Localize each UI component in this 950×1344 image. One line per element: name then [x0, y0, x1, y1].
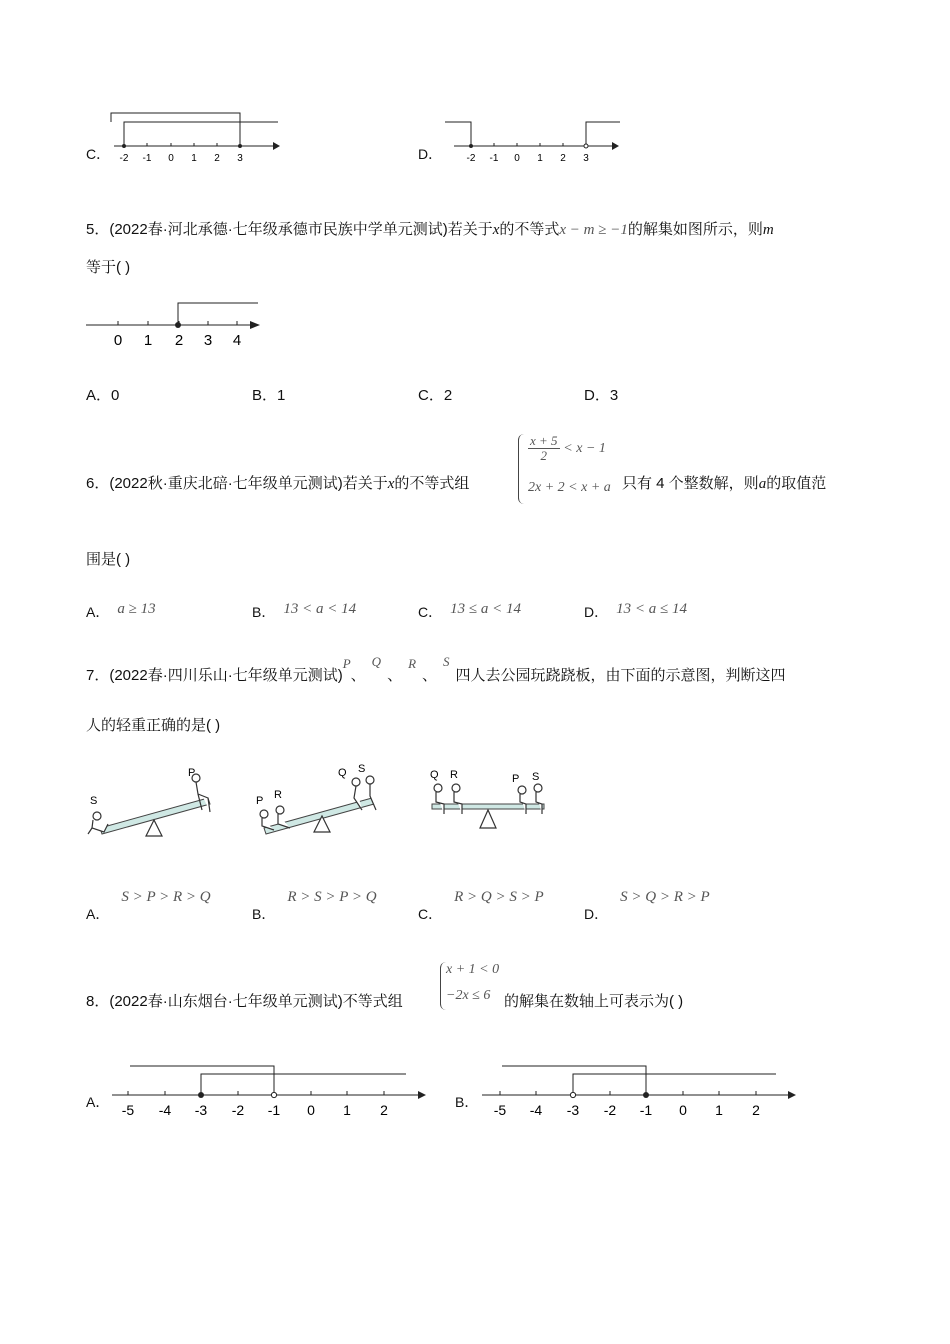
figure-label: S: [90, 795, 98, 807]
q7-question-line1: 7．(2022春·四川乐山·七年级单元测试)P、Q、R、S四人去公园玩跷跷板，由下面的示意图，判断这四: [86, 654, 786, 684]
q5-number-line: [84, 296, 269, 352]
tick-label: 4: [232, 332, 242, 349]
q8-system-first: x + 1 < 0: [446, 962, 500, 977]
q5-inequality: x − m ≥ −1: [559, 222, 628, 238]
q5-mid: 的不等式: [499, 221, 560, 238]
q5-option-b[interactable]: B．1: [252, 387, 286, 404]
tick-label: 0: [168, 153, 174, 164]
q6-system-brace: [518, 434, 527, 504]
q8-option-a-number-line: [108, 1060, 433, 1120]
tick-label: -2: [466, 153, 476, 164]
q5-option-d[interactable]: D．3: [584, 387, 619, 404]
tick-label: 1: [143, 332, 153, 349]
tick-label: 0: [679, 1102, 687, 1118]
tick-label: 3: [203, 332, 213, 349]
person-p: [518, 786, 526, 814]
q8-option-b-number-line: [478, 1060, 803, 1120]
q5-suffix: 的解集如图所示，则: [627, 221, 763, 238]
q5-var-m: m: [762, 222, 774, 238]
q5-question-line1: [86, 218, 774, 239]
tick-label: 3: [583, 153, 589, 164]
q4-option-c-number-line: [108, 108, 283, 168]
tick-label: 1: [715, 1102, 723, 1118]
tick-label: 2: [174, 332, 184, 349]
tick-label: -1: [639, 1102, 653, 1118]
tick-label: 0: [514, 153, 520, 164]
q5-prefix: 5．(2022春·河北承德·七年级承德市民族中学单元测试)若关于: [86, 221, 493, 238]
person-s: [88, 812, 108, 834]
q7-seesaw-figure-3: [424, 764, 554, 844]
tick-label: -1: [142, 153, 152, 164]
tick-label: 2: [380, 1102, 388, 1118]
tick-label: 0: [113, 332, 123, 349]
tick-label: -2: [119, 153, 129, 164]
figure-label: S: [358, 763, 366, 775]
q4-option-c-label[interactable]: C．: [86, 146, 111, 162]
q6-option-c[interactable]: C． 13 ≤ a < 14: [418, 601, 521, 620]
q6-option-a[interactable]: A． a ≥ 13: [86, 601, 156, 620]
tick-label: -4: [529, 1102, 543, 1118]
q7-seesaw-figure-2: [252, 758, 392, 844]
q6-option-b[interactable]: B． 13 < a < 14: [252, 601, 357, 620]
q8-option-a-label[interactable]: A．: [86, 1094, 110, 1110]
q6-system-second: 2x + 2 < x + a: [528, 480, 611, 495]
figure-label: S: [532, 771, 540, 783]
q8-system-second: −2x ≤ 6: [446, 988, 491, 1003]
figure-label: P: [256, 795, 264, 807]
figure-label: R: [450, 769, 458, 781]
figure-label: Q: [338, 767, 347, 779]
q6-var-x: x: [387, 476, 395, 492]
tick-label: 1: [343, 1102, 351, 1118]
figure-label: R: [274, 789, 282, 801]
tick-label: -3: [194, 1102, 208, 1118]
tick-label: -1: [489, 153, 499, 164]
q6-system-first: $\frac{x + 5}{2}$ < x − 1: [530, 433, 606, 464]
q5-var-x: x: [492, 222, 500, 238]
q7-seesaw-figure-1: [84, 762, 224, 844]
q5-option-a[interactable]: A．0: [86, 387, 120, 404]
figure-label: Q: [430, 769, 439, 781]
figure-label: P: [512, 773, 520, 785]
tick-label: -2: [231, 1102, 245, 1118]
q6-question-line2: 围是( ): [86, 551, 131, 568]
tick-label: 1: [537, 153, 543, 164]
q8-option-b-label[interactable]: B．: [455, 1094, 479, 1110]
q5-question-line2: 等于( ): [86, 259, 131, 276]
q8-question-prefix: 8．(2022春·山东烟台·七年级单元测试)不等式组: [86, 993, 403, 1010]
q4-option-d-label[interactable]: D．: [418, 146, 443, 162]
tick-label: 0: [307, 1102, 315, 1118]
tick-label: 2: [752, 1102, 760, 1118]
tick-label: 2: [214, 153, 220, 164]
tick-label: -5: [493, 1102, 507, 1118]
tick-label: -1: [267, 1102, 281, 1118]
tick-label: 2: [560, 153, 566, 164]
tick-label: -4: [158, 1102, 172, 1118]
q7-option-c[interactable]: C．R > Q > S > P: [418, 889, 544, 922]
tick-label: 1: [191, 153, 197, 164]
q4-option-d-number-line: [440, 108, 630, 168]
q5-option-c[interactable]: C．2: [418, 387, 453, 404]
q6-var-a: a: [758, 476, 767, 492]
q6-question-prefix: 6．(2022秋·重庆北碚·七年级单元测试)若关于x的不等式组: [86, 475, 470, 492]
tick-label: -3: [566, 1102, 580, 1118]
q6-option-d[interactable]: D． 13 < a ≤ 14: [584, 601, 687, 620]
figure-label: P: [188, 767, 196, 779]
q6-question-suffix: 只有 4 个整数解，则a的取值范: [622, 475, 827, 492]
q7-option-d[interactable]: D．S > Q > R > P: [584, 889, 710, 922]
q7-option-a[interactable]: A．S > P > R > Q: [86, 889, 211, 922]
tick-label: -2: [603, 1102, 617, 1118]
q8-question-suffix: 的解集在数轴上可表示为( ): [504, 993, 684, 1010]
q7-option-b[interactable]: B．R > S > P > Q: [252, 889, 377, 922]
q7-question-line2: 人的轻重正确的是( ): [86, 717, 221, 734]
tick-label: -5: [121, 1102, 135, 1118]
tick-label: 3: [237, 153, 243, 164]
